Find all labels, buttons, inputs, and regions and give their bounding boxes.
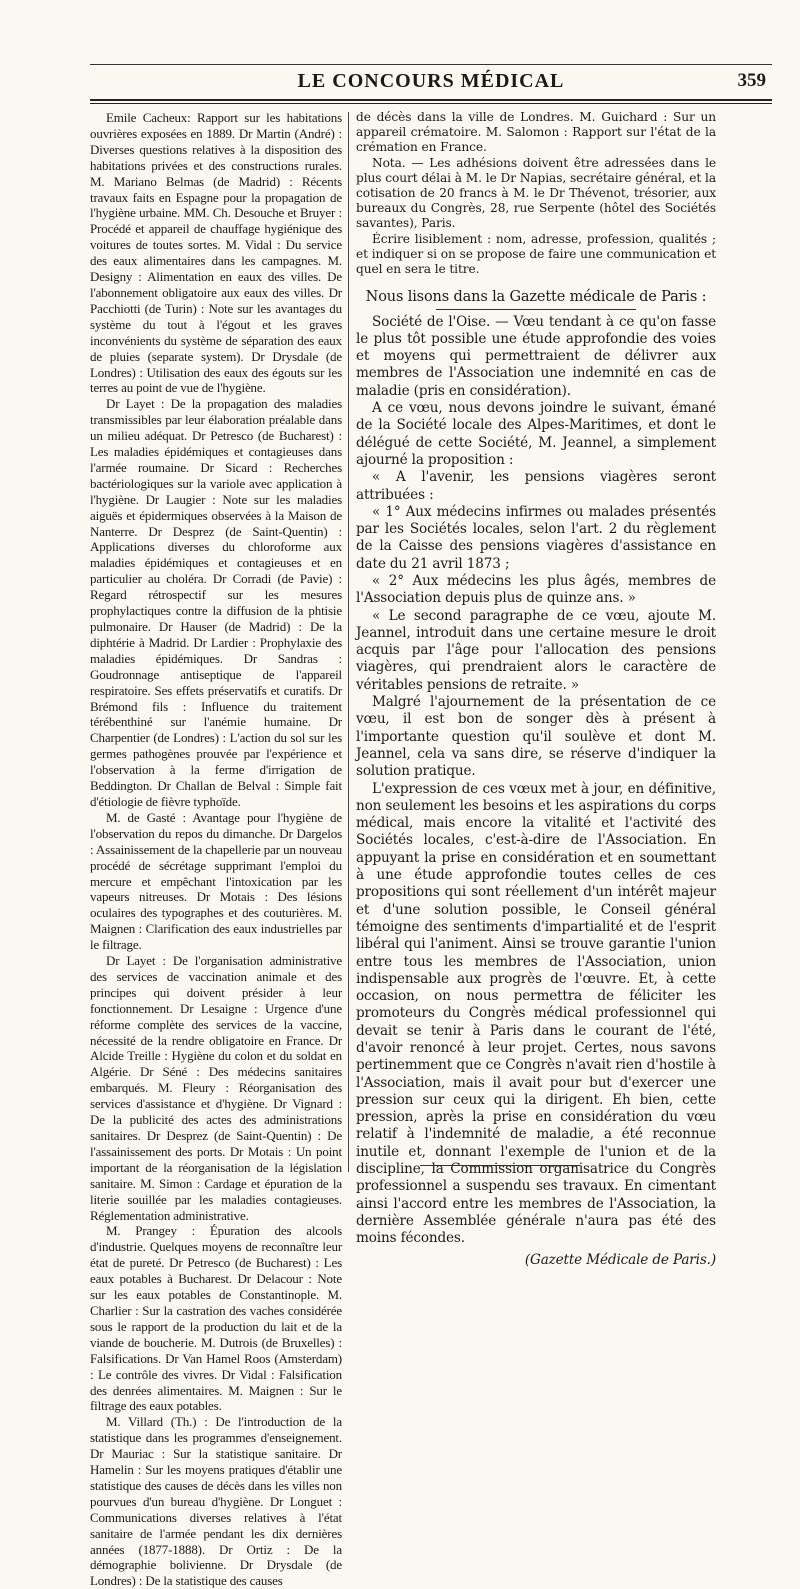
- article-paragraph: « 2° Aux médecins les plus âgés, membres de l'Association depuis plus de quinze ans. »: [356, 572, 716, 607]
- top-rule: [90, 64, 772, 65]
- instructions-paragraph: Écrire lisiblement : nom, adresse, profession, qualités ; et indiquer si on se propose de faire une communication et quel en sera le titre.: [356, 231, 716, 277]
- right-column: [356, 110, 716, 1268]
- source-signature: (Gazette Médicale de Paris.): [524, 1251, 716, 1268]
- section-heading-rule: [436, 309, 636, 310]
- article-paragraph: Société de l'Oise. — Vœu tendant à ce qu'on fasse le plus tôt possible une étude approfondie des voies et moyens qui permettraient de délivrer aux membres de l'Association une indemnité en cas de maladie (pris en considération).: [356, 313, 716, 399]
- article-paragraph: L'expression de ces vœux met à jour, en définitive, non seulement les besoins et les aspirations du corps médical, mais encore la vitalité et l'activité des Sociétés locales, c'est-à-dire de l'Association. En appuyant la prise en considération et en soumettant à une étude approfondie toutes celles de ces propositions qui sont réellement d'un intérêt majeur et d'une solution possible, le Conseil général témoigne des sentiments d'impartialité et de l'esprit libéral qui l'animent. Ainsi se trouve garantie l'union entre tous les membres de l'Association, union indispensable aux progrès de l'œuvre. Et, à cette occasion, on nous permettra de féliciter les promoteurs du Congrès médical professionnel qui devait se tenir à Paris dans le courant de l'été, d'avoir renoncé à leur projet. Certes, nous savons pertinemment que ce Congrès n'avait rien d'hostile à l'Association, mais il avait pour but d'exercer une pression sur ceux qui la dirigent. Eh bien, cette pression, après la prise en considération du vœu relatif à l'indemnité de maladie, a été reconnue inutile et, donnant l'exemple de l'union et de la discipline, la Commission organisatrice du Congrès professionnel a suspendu ses travaux. En cimentant ainsi l'accord entre les membres de l'Association, la dernière Assemblée générale n'aura pas été des moins fécondes.: [356, 780, 716, 1247]
- article-paragraph: « 1° Aux médecins infirmes ou malades présentés par les Sociétés locales, selon l'art. 2 du règlement de la Caisse des pensions viagères d'assistance en date du 21 avril 1873 ;: [356, 503, 716, 572]
- left-paragraph: Dr Layet : De la propagation des maladies transmissibles par leur élaboration préalable dans un milieu adéquat. Dr Petresco (de Bucharest) : Les maladies épidémiques et contagieuses dans l'armée roumaine. Dr Sicard : Recherches bactériologiques sur la variole avec application à l'hygiène. Dr Laugier : Note sur les maladies aiguës et épidermiques observées à la Maison de Nanterre. Dr Desprez (de Saint-Quentin) : Applications diverses du chloroforme aux maladies épidémiques et contagieuses et en particulier au choléra. Dr Corradi (de Pavie) : Regard rétrospectif sur les mesures prophylactiques contre la diffusion de la phtisie pulmonaire. Dr Hauser (de Madrid) : De la diphtérie à Madrid. Dr Lardier : Prophylaxie des maladies épidémiques. Dr Sandras : Goudronnage antiseptique de l'appareil respiratoire. Ses effets préservatifs et curatifs. Dr Brémond fils : Influence du traitement térébenthiné sur l'anémie humaine. Dr Charpentier (de Londres) : L'action du sol sur les germes pathogènes prouvée par l'expérience et l'observation à la ferme d'irrigation de Beddington. Dr Challan de Belval : Simple fait d'étiologie de fièvre typhoïde.: [90, 396, 342, 809]
- continuation-paragraph: de décès dans la ville de Londres. M. Guichard : Sur un appareil crématoire. M. Salomon : Rapport sur l'état de la crémation en France.: [356, 110, 716, 155]
- footer-rule: [420, 1165, 580, 1166]
- left-paragraph: Dr Layet : De l'organisation administrative des services de vaccination animale et des principes qui doivent présider à leur fonctionnement. Dr Lesaigne : Urgence d'une réforme complète des services de la vaccine, nécessité de la rendre obligatoire en France. Dr Alcide Treille : Hygiène du colon et du soldat en Algérie. Dr Séné : Des médecins sanitaires embarqués. M. Fleury : Réorganisation des services d'assistance et d'hygiène. Dr Vignard : De la publicité des actes des administrations sanitaires. Dr Desprez (de Saint-Quentin) : De l'assainissement des ports. Dr Motais : Un point important de la réorganisation de la législation sanitaire. M. Simon : Cardage et épuration de la literie souillée par les maladies contagieuses. Réglementation administrative.: [90, 953, 342, 1223]
- left-column: [90, 110, 342, 1589]
- page-header: [90, 70, 772, 98]
- article-paragraph: Malgré l'ajournement de la présentation de ce vœu, il est bon de songer dès à présent à l'importante question qu'il soulève et dont M. Jeannel, cela va sans dire, se réserve d'indiquer la solution pratique.: [356, 694, 716, 780]
- header-rule: [90, 99, 772, 101]
- article-paragraph: « Le second paragraphe de ce vœu, ajoute M. Jeannel, introduit dans une certaine mesure le droit acquis par l'âge pour l'allocation des pensions viagères, qui prendraient alors le caractère de véritables pensions de retraite. »: [356, 607, 716, 693]
- running-title: LE CONCOURS MÉDICAL: [297, 70, 565, 92]
- column-divider: [348, 112, 349, 1172]
- left-paragraph: Emile Cacheux: Rapport sur les habitations ouvrières exposées en 1889. Dr Martin (André) : Diverses questions relatives à la disposition des habitations privées et des constructions rurales. M. Mariano Belmas (de Madrid) : Récents travaux faits en Espagne pour la propagation de l'hygiène urbaine. MM. Ch. Desouche et Bruyer : Procédé et appareil de chauffage hygiénique des voitures de toutes sortes. M. Vidal : Du service des eaux alimentaires dans les campagnes. M. Designy : Alimentation en eaux des villes. De l'abonnement obligatoire aux eaux des villes. Dr Pacchiotti (de Turin) : Note sur les avantages du système du tout à l'égout et les graves inconvénients du système de séparation des eaux de pluies (separate system). Dr Drysdale (de Londres) : Utilisation des eaux des égouts sur les terres au point de vue de l'hygiène.: [90, 110, 342, 396]
- left-paragraph: M. Villard (Th.) : De l'introduction de la statistique dans les programmes d'enseignement. Dr Mauriac : Sur la statistique sanitaire. Dr Hamelin : Sur les moyens pratiques d'établir une statistique des causes de décès dans les villes non pourvues d'un bureau d'hygiène. Dr Longuet : Communications diverses relatives à l'état sanitaire de l'armée pendant les dix dernières années (1877-1888). Dr Ortiz : De la démographie bolivienne. Dr Drysdale (de Londres) : De la statistique des causes: [90, 1414, 342, 1589]
- section-heading: [356, 289, 716, 309]
- left-paragraph: M. Prangey : Épuration des alcools d'industrie. Quelques moyens de reconnaître leur état de pureté. Dr Petresco (de Bucharest) : Les eaux potables à Bucharest. Dr Delacour : Note sur les eaux potables de Constantinople. M. Charlier : Sur la castration des vaches considérée sous le rapport de la production du lait et de la viande de boucherie. M. Dutrois (de Bruxelles) : Falsifications. Dr Van Hamel Roos (Amsterdam) : Le contrôle des vivres. Dr Vidal : Falsification des denrées alimentaires. M. Maignen : Sur le filtrage des eaux potables.: [90, 1223, 342, 1414]
- nota-paragraph: Nota. — Les adhésions doivent être adressées dans le plus court délai à M. le Dr Napias, secrétaire général, et la cotisation de 20 francs à M. le Dr Thévenot, trésorier, aux bureaux du Congrès, 28, rue Serpente (hôtel des Sociétés savantes), Paris.: [356, 155, 716, 231]
- article-paragraph: A ce vœu, nous devons joindre le suivant, émané de la Société locale des Alpes-Maritimes, et dont le délégué de cette Société, M. Jeannel, a simplement ajourné la proposition :: [356, 400, 716, 468]
- section-heading-text: Nous lisons dans la Gazette médicale de Paris :: [365, 289, 707, 306]
- header-rule-thin: [90, 103, 772, 104]
- page-number: 359: [737, 70, 766, 91]
- article-paragraph: « A l'avenir, les pensions viagères seront attribuées :: [356, 469, 716, 503]
- left-paragraph: M. de Gasté : Avantage pour l'hygiène de l'observation du repos du dimanche. Dr Dargelos : Assainissement de la chapellerie par un nouveau procédé de sécrétage supprimant l'emploi du mercure et empêchant l'intoxication par les vapeurs nitreuses. Dr Motais : Des lésions oculaires des typographes et des couturières. M. Maignen : Clarification des eaux industrielles par le filtrage.: [90, 809, 342, 953]
